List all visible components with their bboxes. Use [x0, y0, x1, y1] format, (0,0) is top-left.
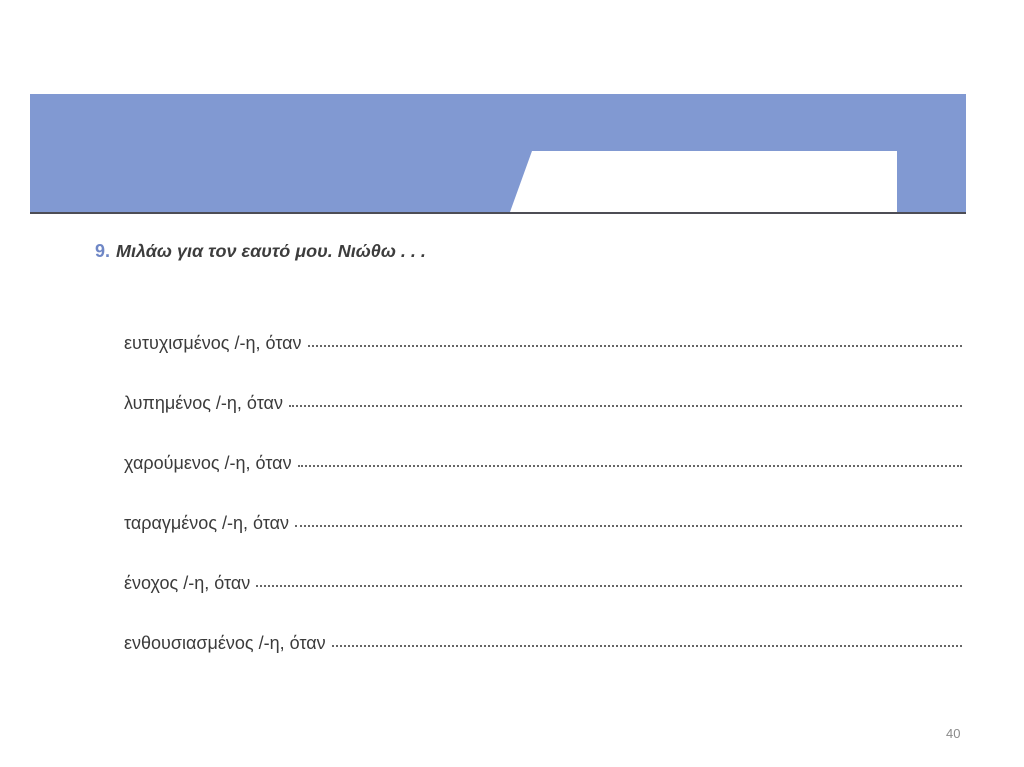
exercise-items	[124, 333, 962, 693]
exercise-item	[124, 333, 962, 393]
exercise-item	[124, 573, 962, 633]
item-label: ένοχος /-η, όταν	[124, 573, 251, 593]
answer-line[interactable]	[298, 465, 962, 467]
exercise-item	[124, 393, 962, 453]
item-label: λυπημένος /-η, όταν	[124, 393, 283, 413]
answer-line[interactable]	[256, 585, 962, 587]
item-label: ενθουσιασμένος /-η, όταν	[124, 633, 326, 653]
answer-line[interactable]	[295, 525, 962, 527]
answer-line[interactable]	[308, 345, 963, 347]
exercise-title: Μιλάω για τον εαυτό μου. Νιώθω . . .	[116, 241, 426, 261]
answer-line[interactable]	[332, 645, 962, 647]
header-tab	[510, 151, 897, 212]
exercise-item	[124, 513, 962, 573]
item-label: χαρούμενος /-η, όταν	[124, 453, 292, 473]
answer-line[interactable]	[289, 405, 962, 407]
item-label: ταραγμένος /-η, όταν	[124, 513, 290, 533]
exercise-item	[124, 453, 962, 513]
item-label: ευτυχισμένος /-η, όταν	[124, 333, 302, 353]
page-number: 40	[946, 726, 961, 741]
exercise-item	[124, 633, 962, 693]
exercise-heading	[95, 241, 426, 262]
header-band	[30, 94, 966, 214]
exercise-number: 9.	[95, 241, 111, 261]
